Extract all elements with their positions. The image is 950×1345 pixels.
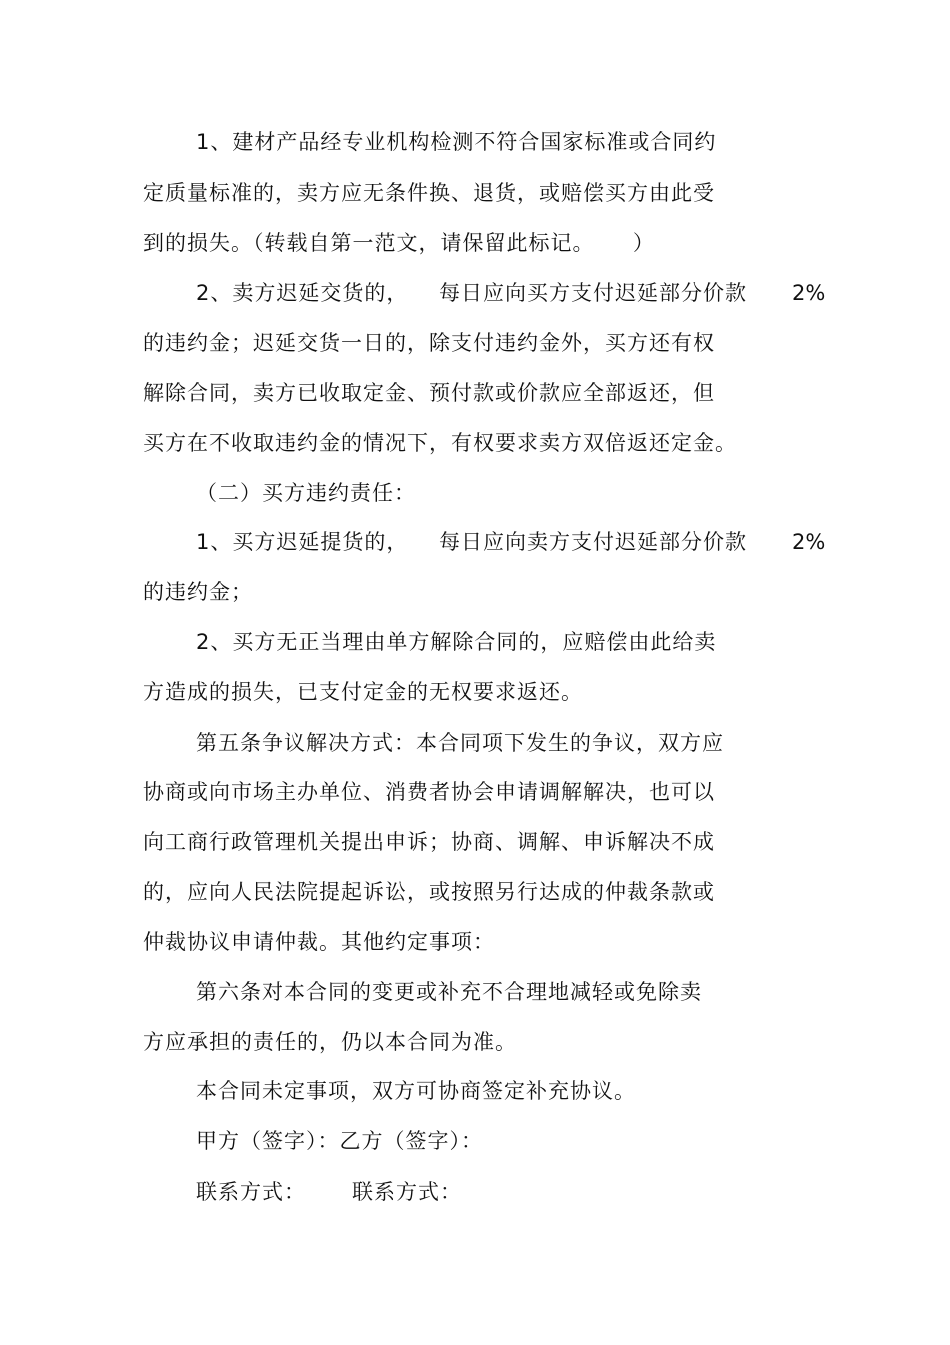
contact-line: 联系方式： 联系方式：: [196, 1180, 463, 1204]
text-line: 定质量标准的，卖方应无条件换、退货，或赔偿买方由此受: [143, 181, 715, 205]
text-line: 协商或向市场主办单位、消费者协会申请调解解决，也可以: [143, 780, 715, 804]
text-line: 方造成的损失，已支付定金的无权要求返还。: [143, 680, 583, 704]
text-line: 的违约金；迟延交货一日的，除支付违约金外，买方还有权: [143, 331, 715, 355]
percent-value: 2%: [792, 530, 826, 554]
text-line: 买方在不收取违约金的情况下，有权要求卖方双倍返还定金。: [143, 431, 737, 455]
text-line: 向工商行政管理机关提出申诉；协商、调解、申诉解决不成: [143, 830, 715, 854]
text-line: 2、卖方迟延交货的， 每日应向买方支付迟延部分价款: [196, 281, 748, 305]
text-line: 的违约金；: [143, 580, 253, 604]
text-line: 第六条对本合同的变更或补充不合理地减轻或免除卖: [196, 980, 702, 1004]
signature-line: 甲方（签字）：乙方（签字）：: [196, 1129, 483, 1153]
text-line: 1、买方迟延提货的， 每日应向卖方支付迟延部分价款: [196, 530, 748, 554]
text-line: 到的损失。（转载自第一范文，请保留此标记。 ）: [143, 231, 655, 255]
text-line: 解除合同，卖方已收取定金、预付款或价款应全部返还，但: [143, 381, 715, 405]
text-line: 仲裁协议申请仲裁。其他约定事项：: [143, 930, 495, 954]
text-line: 2、买方无正当理由单方解除合同的，应赔偿由此给卖: [196, 630, 717, 654]
section-heading: （二）买方违约责任：: [196, 481, 416, 505]
text-line: 的，应向人民法院提起诉讼，或按照另行达成的仲裁条款或: [143, 880, 715, 904]
text-line: 1、建材产品经专业机构检测不符合国家标准或合同约: [196, 130, 717, 154]
text-line: 第五条争议解决方式：本合同项下发生的争议，双方应: [196, 731, 724, 755]
text-line: 本合同未定事项，双方可协商签定补充协议。: [196, 1079, 636, 1103]
percent-value: 2%: [792, 281, 826, 305]
text-line: 方应承担的责任的，仍以本合同为准。: [143, 1030, 517, 1054]
